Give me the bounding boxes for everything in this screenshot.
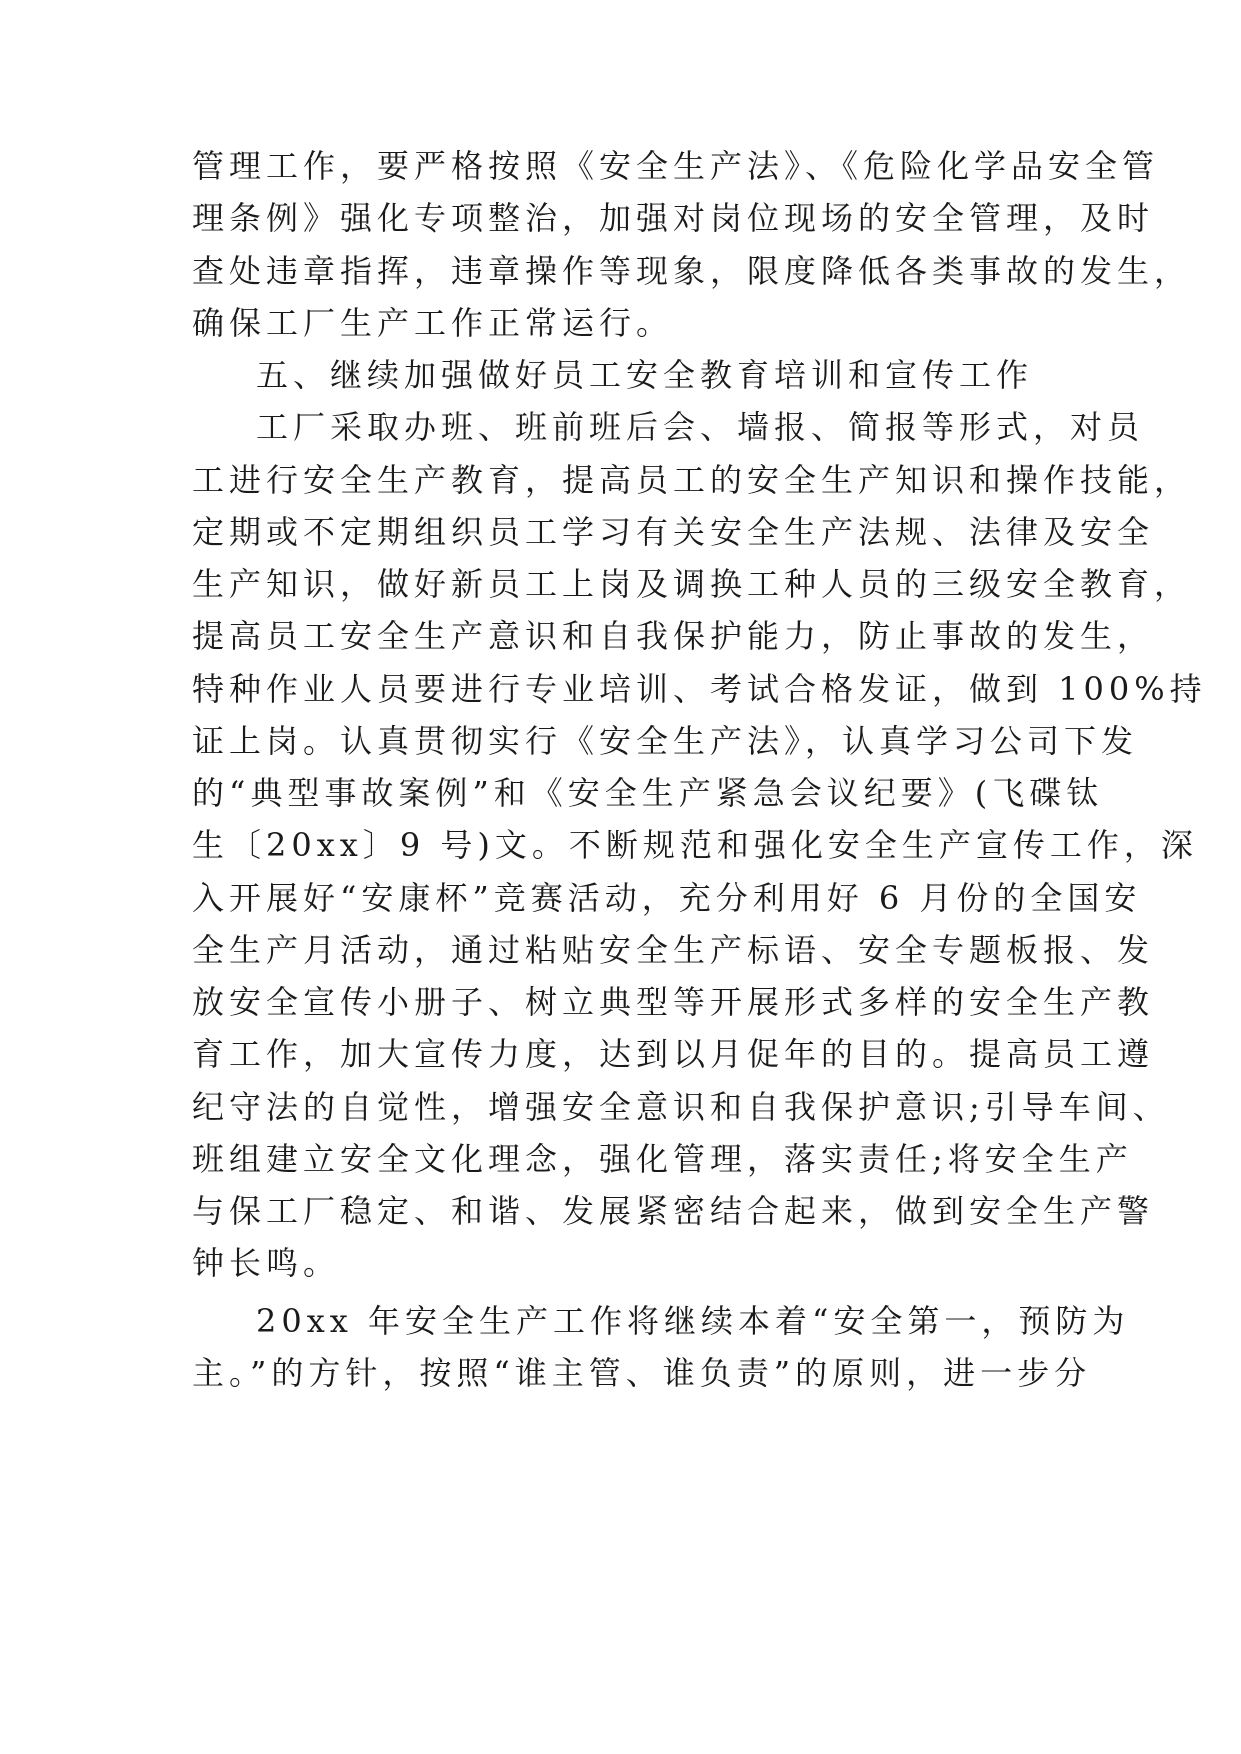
text-line: 定期或不定期组织员工学习有关安全生产法规、法律及安全 bbox=[192, 513, 1155, 551]
text-line: 钟长鸣。 bbox=[192, 1244, 341, 1282]
text-line: 纪守法的自觉性，增强安全意识和自我保护意识;引导车间、 bbox=[192, 1088, 1170, 1126]
text-line: 理条例》强化专项整治，加强对岗位现场的安全管理，及时 bbox=[192, 199, 1155, 237]
text-line: 证上岗。认真贯彻实行《安全生产法》，认真学习公司下发 bbox=[192, 722, 1139, 760]
text-line: 主。”的方针，按照“谁主管、谁负责”的原则，进一步分 bbox=[192, 1354, 1092, 1392]
text-line: 特种作业人员要进行专业培训、考试合格发证，做到 100%持 bbox=[192, 670, 1207, 708]
text-line: 的“典型事故案例”和《安全生产紧急会议纪要》(飞碟钛 bbox=[192, 774, 1104, 812]
section-heading: 五、继续加强做好员工安全教育培训和宣传工作 bbox=[256, 356, 1034, 394]
text-line: 查处违章指挥，违章操作等现象，限度降低各类事故的发生， bbox=[192, 252, 1192, 290]
text-line: 生产知识，做好新员工上岗及调换工种人员的三级安全教育， bbox=[192, 565, 1192, 603]
text-line: 班组建立安全文化理念，强化管理，落实责任;将安全生产 bbox=[192, 1140, 1133, 1178]
text-line: 提高员工安全生产意识和自我保护能力，防止事故的发生， bbox=[192, 617, 1155, 655]
text-line: 确保工厂生产工作正常运行。 bbox=[192, 304, 674, 342]
text-line: 工厂采取办班、班前班后会、墙报、简报等形式，对员 bbox=[256, 408, 1145, 446]
text-line: 生〔20xx〕9 号)文。不断规范和强化安全生产宣传工作，深 bbox=[192, 826, 1198, 864]
text-line: 放安全宣传小册子、树立典型等开展形式多样的安全生产教 bbox=[192, 983, 1155, 1021]
text-line: 20xx 年安全生产工作将继续本着“安全第一，预防为 bbox=[256, 1302, 1130, 1340]
text-line: 入开展好“安康杯”竞赛活动，充分利用好 6 月份的全国安 bbox=[192, 879, 1142, 917]
text-line: 工进行安全生产教育，提高员工的安全生产知识和操作技能， bbox=[192, 461, 1192, 499]
text-line: 全生产月活动，通过粘贴安全生产标语、安全专题板报、发 bbox=[192, 931, 1155, 969]
text-line: 与保工厂稳定、和谐、发展紧密结合起来，做到安全生产警 bbox=[192, 1192, 1155, 1230]
text-line: 管理工作，要严格按照《安全生产法》、《危险化学品安全管 bbox=[192, 147, 1160, 185]
text-line: 育工作，加大宣传力度，达到以月促年的目的。提高员工遵 bbox=[192, 1035, 1155, 1073]
